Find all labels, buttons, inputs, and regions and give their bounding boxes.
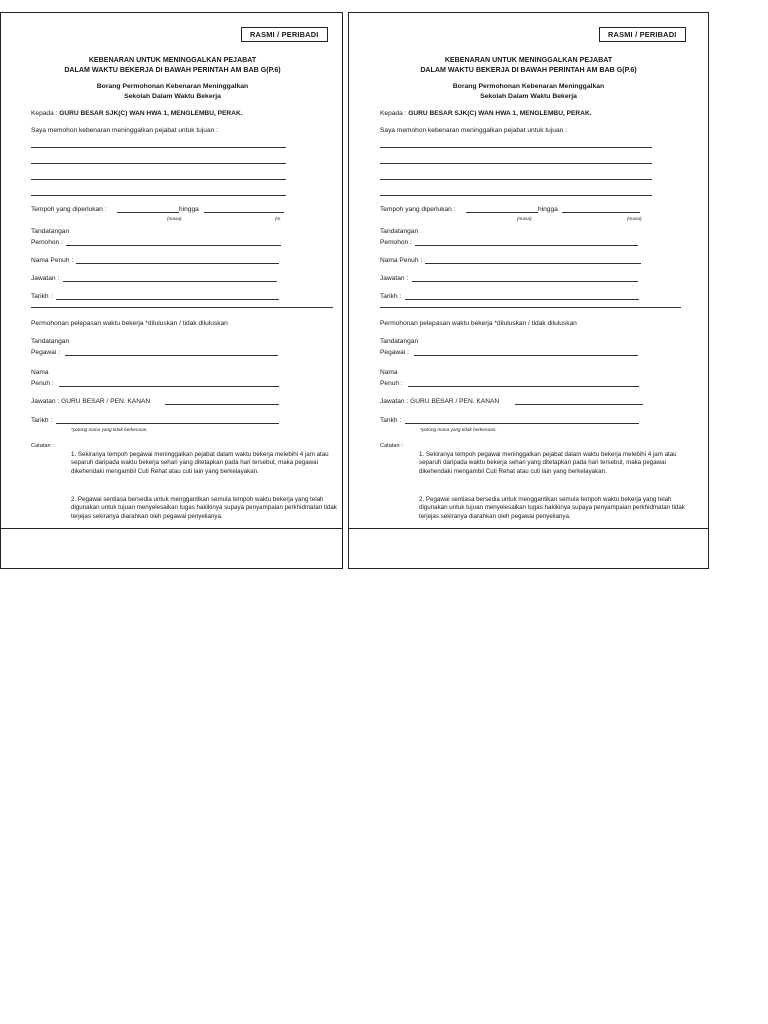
form-title-line1: KEBENARAN UNTUK MENINGGALKAN PEJABAT (88, 56, 257, 64)
jawatan-approver-field[interactable] (165, 404, 279, 405)
jawatan-field[interactable] (412, 281, 638, 282)
recipient-line (31, 109, 243, 118)
form-subtitle-line2: Sekolah Dalam Waktu Bekerja (480, 92, 577, 100)
form-title-line2: DALAM WAKTU BEKERJA DI BAWAH PERINTAH AM BAB G(P.6) (420, 66, 637, 74)
jawatan-approver-line (380, 397, 499, 406)
tandatangan-pegawai-label: Tandatangan (31, 338, 70, 345)
form-title-line2: DALAM WAKTU BEKERJA DI BAWAH PERINTAH AM BAB G(P.6) (64, 66, 281, 74)
kepada-value: GURU BESAR SJK(C) WAN HWA 1, MENGLEMBU, PERAK. (408, 110, 592, 117)
hingga-label: hingga (179, 206, 199, 213)
form-title (1, 55, 342, 75)
tarikh-label: Tarikh : (31, 293, 53, 300)
nama-label: Nama (380, 369, 398, 376)
jawatan-approver-label: Jawatan : (31, 398, 60, 405)
purpose-line-3[interactable] (31, 179, 286, 180)
tempoh-end-field[interactable] (562, 212, 640, 213)
hingga-label: hingga (538, 206, 558, 213)
form-title-line1: KEBENARAN UNTUK MENINGGALKAN PEJABAT (444, 56, 613, 64)
nama-label: Nama (31, 369, 49, 376)
tandatangan-pegawai-label: Tandatangan (380, 338, 419, 345)
penuh-label: Penuh : (380, 380, 403, 387)
masa-hint-start: (masa) (167, 216, 182, 221)
pegawai-name-field[interactable] (59, 386, 279, 387)
tarikh-label: Tarikh : (380, 293, 402, 300)
tempoh-label: Tempoh yang diperlukan : (31, 206, 107, 213)
masa-hint-end: (m (275, 216, 281, 221)
form-title (357, 55, 700, 75)
cut-line (1, 528, 342, 529)
tarikh-field[interactable] (56, 299, 279, 300)
jawatan-field[interactable] (63, 281, 277, 282)
kepada-value: GURU BESAR SJK(C) WAN HWA 1, MENGLEMBU, PERAK. (59, 110, 243, 117)
kepada-label: Kepada : (380, 110, 407, 117)
tarikh-approver-label: Tarikh : (380, 417, 402, 424)
form-subtitle-line1: Borang Permohonan Kebenaran Meninggalkan (96, 83, 249, 90)
pemohon-label: Pemohon : (31, 239, 63, 246)
potong-note: *potong mana yang tidak berkenaan. (420, 427, 497, 432)
pemohon-label: Pemohon : (380, 239, 412, 246)
masa-hint-start: (masa) (517, 216, 532, 221)
tempoh-end-field[interactable] (204, 212, 284, 213)
classification-badge: RASMI / PERIBADI (599, 27, 686, 42)
form-subtitle-line2: Sekolah Dalam Waktu Bekerja (124, 92, 221, 100)
form-subtitle (357, 82, 700, 101)
note-2: 2. Pegawai sentiasa bersedia untuk menggantikan semula tempoh waktu bekerja yang telah digunakan untuk tujuan menyelesaikan tugas hakikinya supaya penyampaian perkhidmatan tidak terjejas sekiranya diarahkan oleh pegawai penyelianya. (419, 496, 685, 520)
tempoh-label: Tempoh yang diperlukan : (380, 206, 456, 213)
jawatan-label: Jawatan : (380, 275, 409, 282)
nama-penuh-label: Nama Penuh : (31, 257, 74, 264)
tempoh-start-field[interactable] (117, 212, 179, 213)
nama-penuh-field[interactable] (76, 263, 279, 264)
section-divider (31, 307, 333, 308)
leave-form-right (348, 12, 709, 569)
purpose-line-4[interactable] (31, 195, 286, 196)
tarikh-approver-field[interactable] (405, 423, 639, 424)
jawatan-approver-line (31, 397, 150, 406)
purpose-line-2[interactable] (380, 163, 652, 164)
jawatan-approver-label: Jawatan : (380, 398, 409, 405)
pegawai-label: Pegawai : (31, 349, 60, 356)
tarikh-approver-label: Tarikh : (31, 417, 53, 424)
tandatangan-label: Tandatangan (380, 228, 419, 235)
purpose-line-4[interactable] (380, 195, 652, 196)
penuh-label: Penuh : (31, 380, 54, 387)
approval-text: Permohonan pelepasan waktu bekerja *diluluskan / tidak diluluskan (31, 320, 228, 327)
classification-badge: RASMI / PERIBADI (241, 27, 328, 42)
section-divider (380, 307, 681, 308)
jawatan-approver-value: GURU BESAR / PEN. KANAN (410, 398, 500, 405)
purpose-line-1[interactable] (380, 147, 652, 148)
purpose-label: Saya memohon kebenaran meninggalkan pejabat untuk tujuan : (31, 127, 218, 134)
form-subtitle-line1: Borang Permohonan Kebenaran Meninggalkan (452, 83, 605, 90)
pemohon-signature-field[interactable] (415, 245, 638, 246)
jawatan-approver-field[interactable] (515, 404, 643, 405)
purpose-line-1[interactable] (31, 147, 286, 148)
note-2: 2. Pegawai sentiasa bersedia untuk menggantikan semula tempoh waktu bekerja yang telah digunakan untuk tujuan menyelesaikan tugas hakikinya supaya penyampaian perkhidmatan tidak terjejas sekiranya diarahkan oleh pegawai penyelianya. (71, 496, 337, 520)
form-subtitle (1, 82, 342, 101)
pemohon-signature-field[interactable] (66, 245, 281, 246)
jawatan-approver-value: GURU BESAR / PEN. KANAN (61, 398, 151, 405)
jawatan-label: Jawatan : (31, 275, 60, 282)
masa-hint-end: (masa) (627, 216, 642, 221)
nama-penuh-field[interactable] (425, 263, 641, 264)
catatan-label: Catatan : (380, 443, 403, 449)
kepada-label: Kepada : (31, 110, 58, 117)
note-1: 1. Sekiranya tempoh pegawai meninggalkan pejabat dalam waktu bekerja melebihi 4 jam atau separuh daripada waktu bekerja sehari yang ditetapkan pada hari tersebut, maka pegawai dikehendaki mengambil Cuti Rehat atau cuti lain yang berkelayakan. (71, 451, 329, 475)
catatan-label: Catatan : (31, 443, 54, 449)
nama-penuh-label: Nama Penuh : (380, 257, 423, 264)
potong-note: *potong mana yang tidak berkenaan. (71, 427, 148, 432)
approval-text: Permohonan pelepasan waktu bekerja *diluluskan / tidak diluluskan (380, 320, 577, 327)
purpose-line-3[interactable] (380, 179, 652, 180)
purpose-line-2[interactable] (31, 163, 286, 164)
note-1: 1. Sekiranya tempoh pegawai meninggalkan pejabat dalam waktu bekerja melebihi 4 jam atau separuh daripada waktu bekerja sehari yang ditetapkan pada hari tersebut, maka pegawai dikehendaki mengambil Cuti Rehat atau cuti lain yang berkelayakan. (419, 451, 677, 475)
purpose-label: Saya memohon kebenaran meninggalkan pejabat untuk tujuan : (380, 127, 567, 134)
tarikh-field[interactable] (405, 299, 639, 300)
tandatangan-label: Tandatangan (31, 228, 70, 235)
pegawai-name-field[interactable] (408, 386, 639, 387)
tarikh-approver-field[interactable] (56, 423, 279, 424)
pegawai-signature-field[interactable] (414, 355, 638, 356)
pegawai-signature-field[interactable] (65, 355, 278, 356)
pegawai-label: Pegawai : (380, 349, 409, 356)
tempoh-start-field[interactable] (466, 212, 538, 213)
cut-line (349, 528, 708, 529)
recipient-line (380, 109, 592, 118)
leave-form-left (0, 12, 343, 569)
